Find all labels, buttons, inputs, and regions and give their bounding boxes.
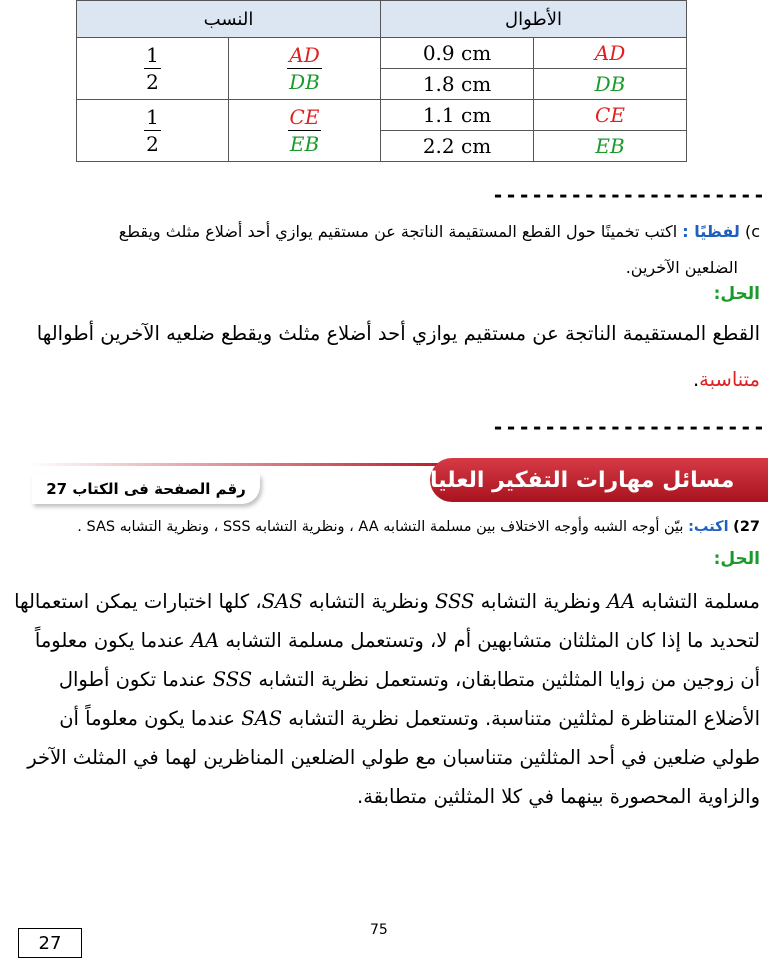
solution-label: الحل: bbox=[713, 549, 760, 569]
question-27 bbox=[0, 519, 760, 535]
ratio-expression-cell: $\frac{AD}{DB}$ bbox=[229, 38, 381, 100]
lengths-header: الأطوال bbox=[381, 1, 687, 38]
segment-name: AD bbox=[534, 38, 687, 69]
ratio-value-cell: $\frac{1}{2}$ bbox=[77, 38, 229, 100]
ratio-value-cell: $\frac{1}{2}$ bbox=[77, 100, 229, 162]
answer-c-line1: القطع المستقيمة الناتجة عن مستقيم يوازي أحد أضلاع مثلث ويقطع ضلعيه الآخرين أطوالها bbox=[36, 322, 760, 345]
ratio-expression-cell: $\frac{CE}{EB}$ bbox=[229, 100, 381, 162]
question-keyword: لفظيًا : bbox=[682, 222, 740, 241]
book-page-reference bbox=[32, 474, 260, 504]
section-banner bbox=[430, 458, 768, 502]
question-number: 27) bbox=[733, 519, 760, 535]
question-c bbox=[0, 222, 760, 241]
dashed-separator: --------------------- bbox=[492, 183, 766, 207]
segment-name: DB bbox=[534, 69, 687, 100]
answer-line: لتحديد ما إذا كان المثلثان متشابهين أم لا، وتستعمل مسلمة التشابه AA عندما يكون معلوماً bbox=[34, 629, 760, 652]
answer-line: مسلمة التشابه AA ونظرية التشابه SSS ونظرية التشابه SAS، كلها اختبارات يمكن استعمالها bbox=[14, 590, 760, 613]
page-number: 75 bbox=[370, 922, 388, 938]
ratios-header: النسب bbox=[77, 1, 381, 38]
answer-line: أن زوجين من زوايا المثلثين متطابقان، وتستعمل نظرية التشابه SSS عندما تكون أطوال bbox=[58, 668, 760, 691]
length-value: 1.8 cm bbox=[381, 69, 534, 100]
question-number-box: 27 bbox=[18, 928, 82, 958]
question-c-line2: الضلعين الآخرين. bbox=[625, 258, 738, 277]
page-ref-text: رقم الصفحة فى الكتاب bbox=[72, 480, 246, 498]
solution-label: الحل: bbox=[713, 284, 760, 304]
dashed-separator: --------------------- bbox=[492, 415, 766, 439]
section-title: مسائل مهارات التفكير العليا bbox=[430, 467, 735, 493]
answer-line: الأضلاع المتناظرة لمثلثين متناسبة. وتستعمل نظرية التشابه SAS عندما يكون معلوماً أن bbox=[59, 707, 760, 730]
ratios-table bbox=[76, 0, 687, 162]
length-value: 0.9 cm bbox=[381, 38, 534, 69]
answer-c-line2: متناسبة. bbox=[692, 368, 760, 391]
answer-red-word: متناسبة bbox=[699, 368, 760, 391]
segment-name: CE bbox=[534, 100, 687, 131]
question-text: بيّن أوجه الشبه وأوجه الاختلاف بين مسلمة التشابه AA ، ونظرية التشابه SSS ، ونظرية التشابه SAS . bbox=[77, 519, 684, 535]
answer-line: طولي ضلعين في أحد المثلثين متناسبان مع طولي الضلعين المناظرين لهما في المثلث الآخر bbox=[27, 746, 760, 769]
question-keyword: اكتب: bbox=[688, 519, 729, 535]
length-value: 2.2 cm bbox=[381, 131, 534, 162]
answer-27 bbox=[8, 582, 760, 816]
segment-name: EB bbox=[534, 131, 687, 162]
page-ref-number: 27 bbox=[46, 480, 68, 498]
question-letter: c) bbox=[744, 222, 760, 241]
length-value: 1.1 cm bbox=[381, 100, 534, 131]
question-text: اكتب تخمينًا حول القطع المستقيمة الناتجة عن مستقيم يوازي أحد أضلاع مثلث ويقطع bbox=[118, 222, 678, 241]
answer-line: والزاوية المحصورة بينهما في كلا المثلثين متطابقة. bbox=[357, 785, 760, 808]
